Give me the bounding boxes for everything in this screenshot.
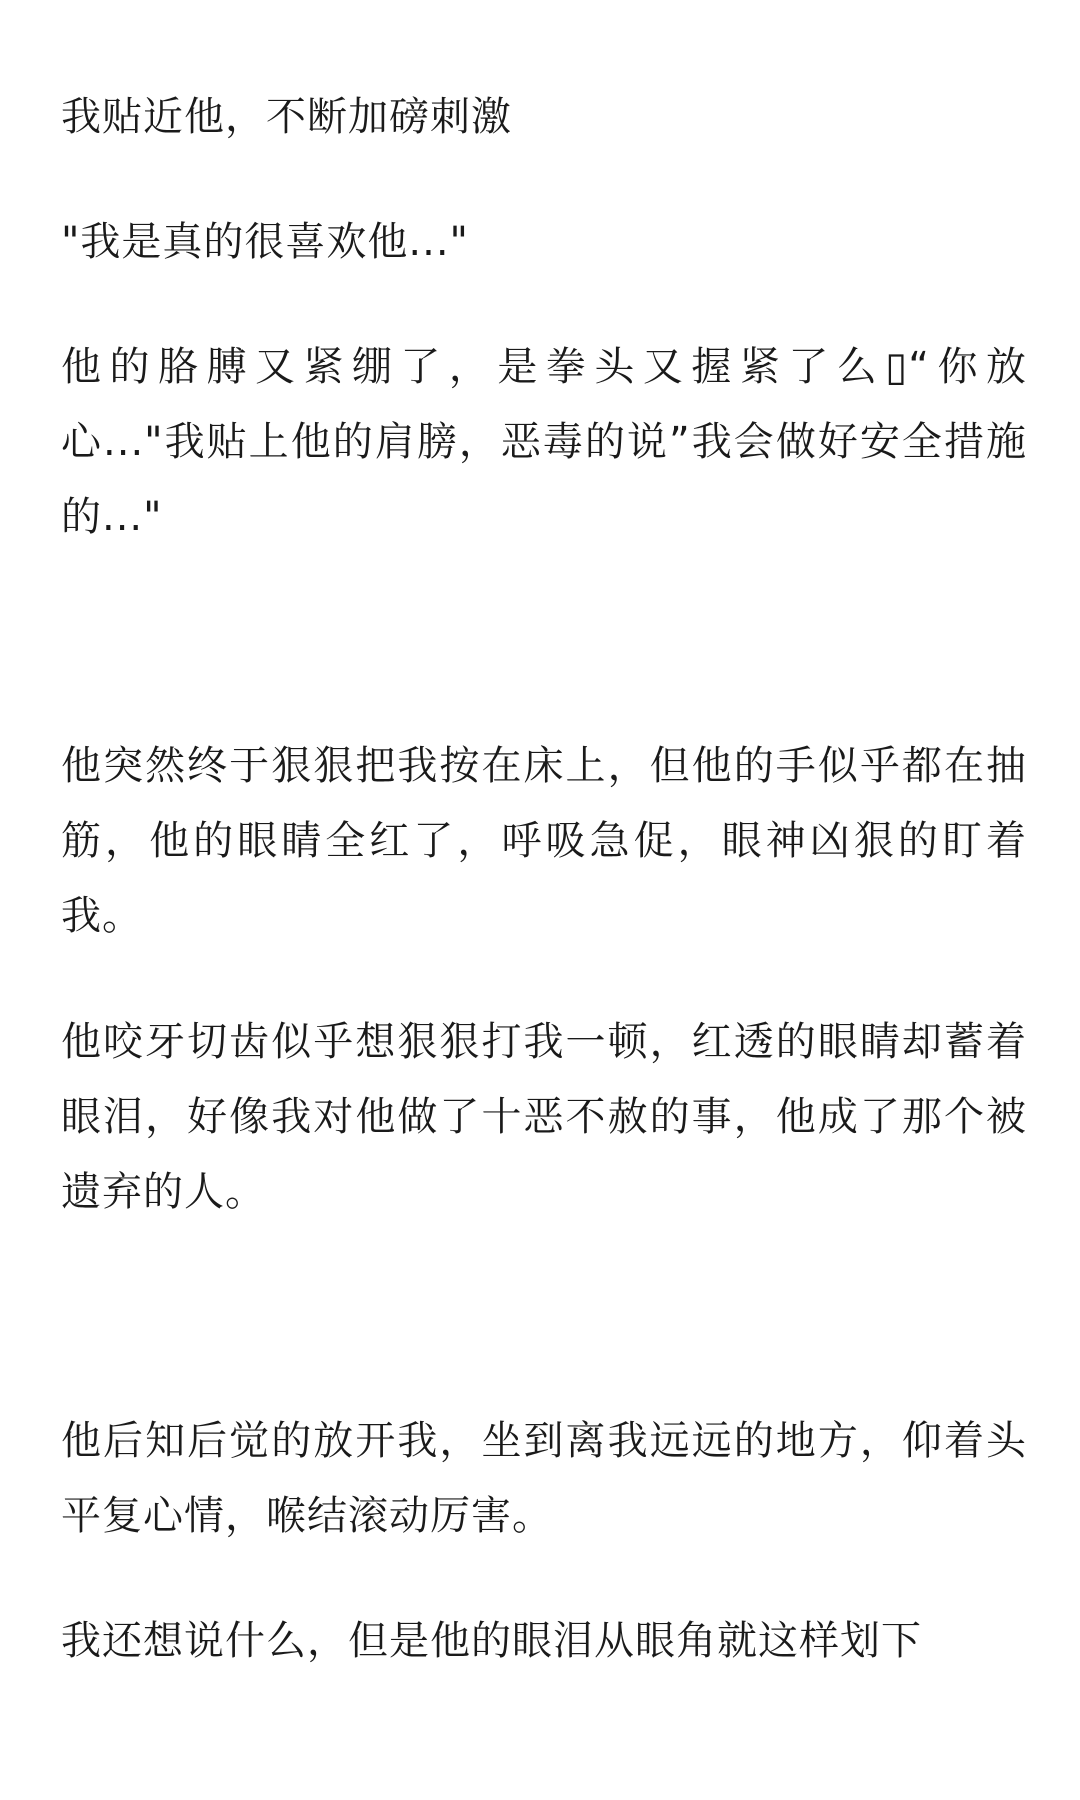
paragraph-7: 我还想说什么，但是他的眼泪从眼角就这样划下 (61, 1618, 922, 1664)
paragraph-3: 他的胳膊又紧绷了，是拳头又握紧了么▯“你放心..."我贴上他的肩膀，恶毒的说”我会做好安全措施的..." (61, 344, 1027, 540)
paragraph-4: 他突然终于狠狠把我按在床上，但他的手似乎都在抽筋，他的眼睛全红了，呼吸急促，眼神凶狠的盯着我。 (61, 743, 1027, 939)
paragraph-6: 他后知后觉的放开我，坐到离我远远的地方，仰着头平复心情，喉结滚动厉害。 (61, 1418, 1027, 1539)
paragraph-5: 他咬牙切齿似乎想狠狠打我一顿，红透的眼睛却蓄着眼泪，好像我对他做了十恶不赦的事，他成了那个被遗弃的人。 (61, 1019, 1027, 1215)
paragraph-1: 我贴近他，不断加磅刺激 (61, 94, 512, 140)
paragraph-2: "我是真的很喜欢他..." (61, 219, 469, 265)
